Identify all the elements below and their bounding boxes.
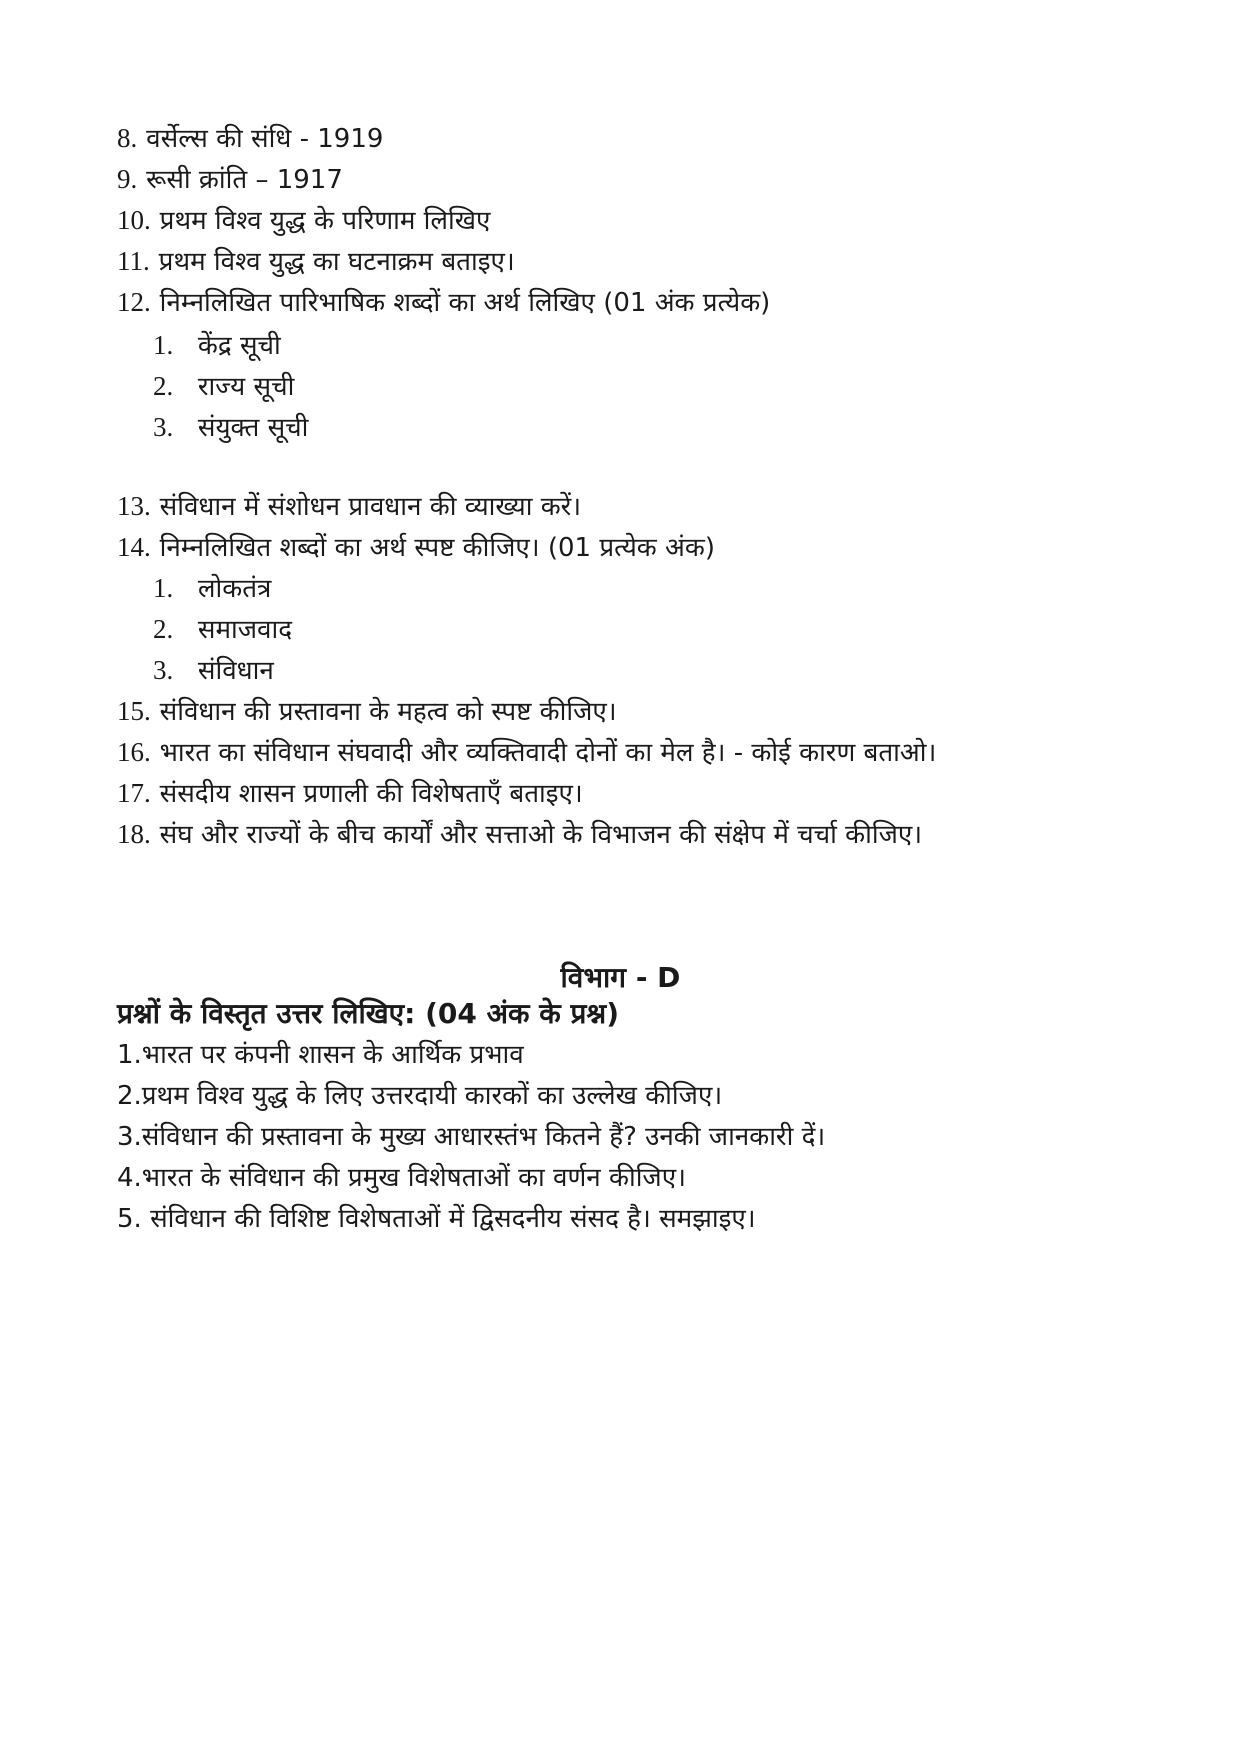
question-number: 9. (117, 164, 138, 194)
question-text: प्रथम विश्व युद्ध का घटनाक्रम बताइए। (158, 247, 515, 277)
question-18 (117, 814, 922, 855)
section-d-question-3: 3.संविधान की प्रस्तावना के मुख्य आधारस्तंभ कितने हैं? उनकी जानकारी दें। (117, 1122, 826, 1152)
q12-subitem (153, 366, 294, 407)
question-number: 15. (117, 696, 151, 726)
question-number: 14. (117, 532, 151, 562)
q14-subitem (153, 609, 292, 650)
subitem-number: 2. (153, 371, 174, 401)
question-number: 10. (117, 205, 151, 235)
question-text: प्रथम विश्व युद्ध के परिणाम लिखिए (159, 206, 491, 236)
question-9 (117, 159, 343, 200)
question-number: 17. (117, 778, 151, 808)
question-15 (117, 691, 617, 732)
question-text: संसदीय शासन प्रणाली की विशेषताएँ बताइए। (159, 779, 583, 809)
question-number: 11. (117, 246, 150, 276)
section-d-question-5: 5. संविधान की विशिष्ट विशेषताओं में द्विसदनीय संसद है। समझाइए। (117, 1204, 756, 1234)
q14-subitem (153, 650, 274, 691)
question-11 (117, 241, 515, 282)
question-text: संघ और राज्यों के बीच कार्यों और सत्ताओ के विभाजन की संक्षेप में चर्चा कीजिए। (159, 820, 923, 850)
subitem-number: 1. (153, 330, 174, 360)
subitem-number: 3. (153, 655, 174, 685)
subitem-text: संयुक्त सूची (197, 413, 309, 443)
question-8 (117, 118, 383, 159)
question-text: निम्नलिखित शब्दों का अर्थ स्पष्ट कीजिए। (01 प्रत्येक अंक) (159, 533, 715, 563)
question-13 (117, 486, 581, 527)
question-number: 13. (117, 491, 151, 521)
q14-subitem (153, 568, 271, 609)
question-12 (117, 282, 770, 323)
question-text: संविधान में संशोधन प्रावधान की व्याख्या करें। (159, 492, 582, 522)
subitem-text: केंद्र सूची (197, 331, 281, 361)
question-number: 18. (117, 819, 151, 849)
subitem-number: 2. (153, 614, 174, 644)
question-16 (117, 732, 936, 773)
q12-subitem (153, 325, 281, 366)
subitem-number: 3. (153, 412, 174, 442)
question-text: संविधान की प्रस्तावना के महत्व को स्पष्ट कीजिए। (159, 697, 617, 727)
q12-subitem (153, 407, 308, 448)
question-number: 12. (117, 287, 151, 317)
question-text: निम्नलिखित पारिभाषिक शब्दों का अर्थ लिखिए (01 अंक प्रत्येक) (159, 288, 771, 318)
subitem-text: लोकतंत्र (197, 574, 272, 604)
question-number: 16. (117, 737, 151, 767)
subitem-text: राज्य सूची (197, 372, 295, 402)
section-d-question-4: 4.भारत के संविधान की प्रमुख विशेषताओं का वर्णन कीजिए। (117, 1163, 686, 1193)
question-number: 8. (117, 123, 138, 153)
subitem-number: 1. (153, 573, 174, 603)
question-text: भारत का संविधान संघवादी और व्यक्तिवादी दोनों का मेल है। - कोई कारण बताओ। (159, 738, 937, 768)
subitem-text: संविधान (197, 656, 274, 686)
question-10 (117, 200, 490, 241)
question-text: रूसी क्रांति – 1917 (146, 165, 343, 195)
subitem-text: समाजवाद (197, 615, 293, 645)
question-text: वर्सेल्स की संधि - 1919 (146, 124, 384, 154)
question-17 (117, 773, 583, 814)
section-d-instruction: प्रश्नों के विस्तृत उत्तर लिखिए: (04 अंक के प्रश्न) (117, 997, 620, 1030)
section-d-question-1: 1.भारत पर कंपनी शासन के आर्थिक प्रभाव (117, 1040, 524, 1070)
section-d-question-2: 2.प्रथम विश्व युद्ध के लिए उत्तरदायी कारकों का उल्लेख कीजिए। (117, 1081, 723, 1111)
section-d-title: विभाग - D (560, 961, 681, 994)
question-14 (117, 527, 715, 568)
